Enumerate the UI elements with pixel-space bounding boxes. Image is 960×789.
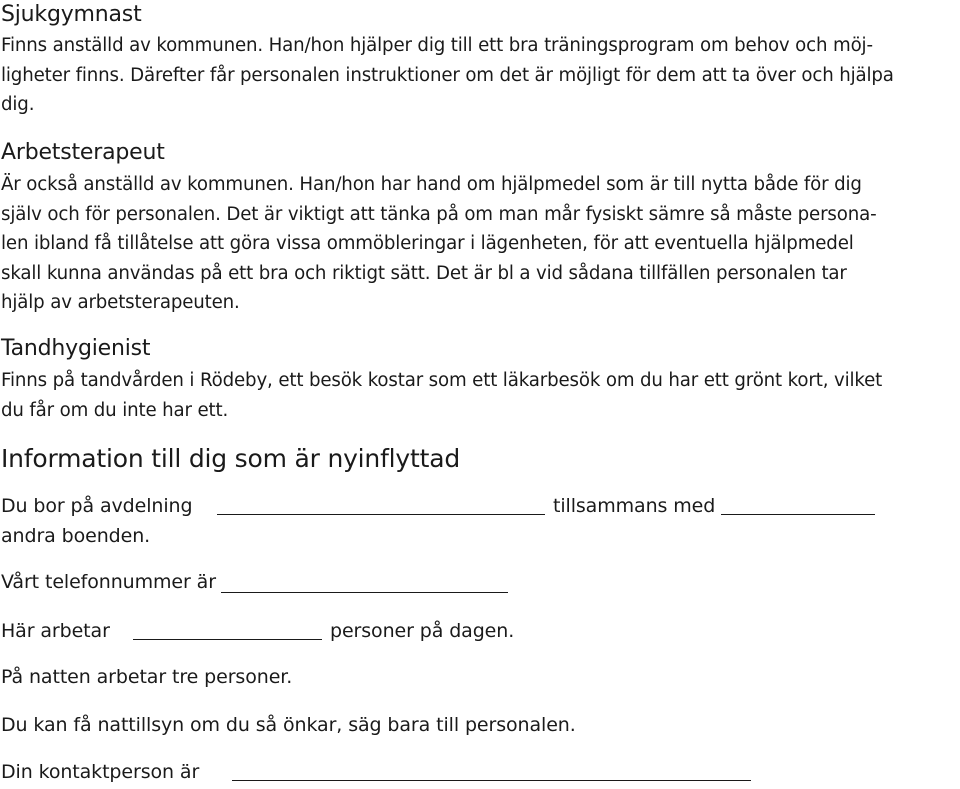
residents-count-blank-field[interactable] [721,514,875,515]
night-supervision-text: Du kan få nattillsyn om du så önkar, säg bara till personalen. [1,714,576,736]
ward-mid-text: tillsammans med [553,495,716,517]
night-staff-text: På natten arbetar tre personer. [1,666,293,688]
staff-suffix-text: personer på dagen. [330,620,515,642]
heading-dental-hygienist: Tandhygienist [1,336,151,361]
text-line: hjälp av arbetsterapeuten. [1,292,240,313]
text-line: Är också anställd av kommunen. Han/hon har hand om hjälpmedel som är till nytta både för dig [1,174,862,195]
text-line: ligheter finns. Därefter får personalen instruktioner om det är möjligt för dem att ta över och hjälpa [1,64,894,86]
contact-person-blank-field[interactable] [232,780,751,781]
paragraph-occupational-therapist [1,170,959,318]
phone-prefix-text: Vårt telefonnummer är [1,571,216,593]
heading-occupational-therapist: Arbetsterapeut [1,140,165,165]
text-line: skall kunna användas på ett bra och riktigt sätt. Det är bl a vid sådana tillfällen personalen tar [1,262,847,284]
paragraph-physiotherapist [1,31,959,120]
text-line: len ibland få tillåtelse att göra vissa ommöbleringar i lägenheten, för att eventuella hjälpmedel [1,233,854,254]
text-line: Finns anställd av kommunen. Han/hon hjälper dig till ett bra träningsprogram om behov och möj- [1,35,873,56]
paragraph-dental-hygienist [1,366,959,425]
staff-prefix-text: Här arbetar [1,620,110,642]
contact-prefix-text: Din kontaktperson är [1,761,200,783]
ward-suffix-text: andra boenden. [1,525,151,547]
ward-blank-field[interactable] [217,514,545,515]
text-line: du får om du inte har ett. [1,399,229,421]
staff-count-blank-field[interactable] [133,639,322,640]
text-line: själv och för personalen. Det är viktigt att tänka på om man mår fysiskt sämre så måste persona- [1,203,877,225]
ward-prefix-text: Du bor på avdelning [1,495,193,517]
text-line: Finns på tandvården i Rödeby, ett besök kostar som ett läkarbesök om du har ett grönt kort, vilket [1,370,883,391]
phone-blank-field[interactable] [221,592,508,593]
heading-new-resident-info: Information till dig som är nyinflyttad [1,444,461,473]
text-line: dig. [1,94,35,115]
heading-physiotherapist: Sjukgymnast [1,2,142,27]
